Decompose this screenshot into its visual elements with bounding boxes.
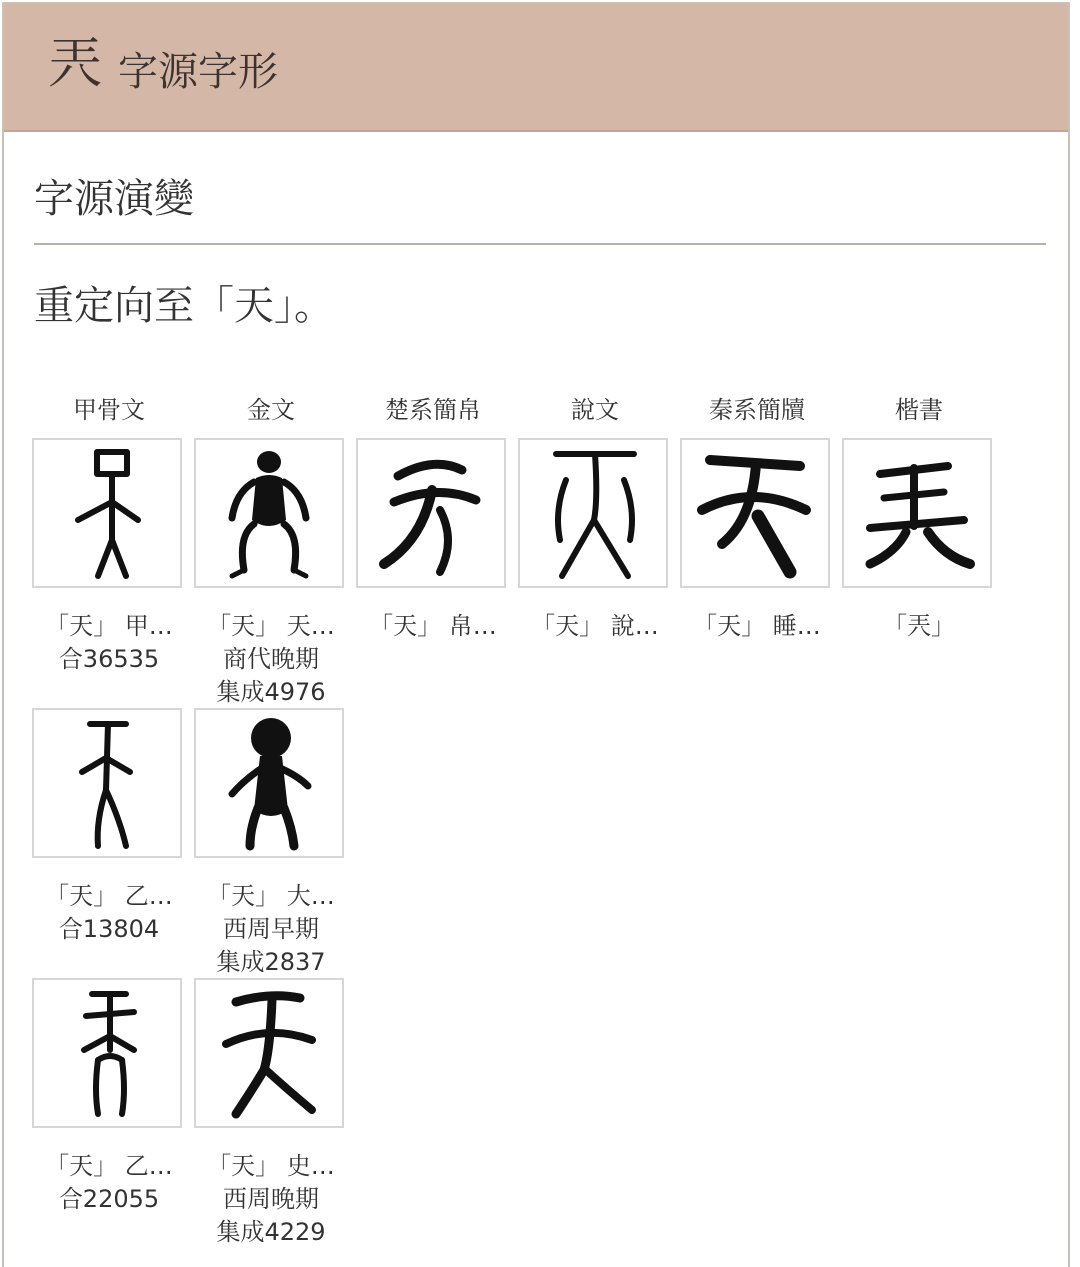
caption-line: 「天」 甲… [45, 612, 173, 640]
caption-line: 「天」 史… [207, 1152, 335, 1180]
oracle-bone-glyph-icon [34, 710, 180, 856]
oracle-bone-glyph-icon [34, 980, 180, 1126]
caption-line: 「天」 乙… [45, 882, 173, 910]
column-label-jinwen: 金文 [247, 396, 295, 424]
caption-line: 「兲」 [883, 612, 955, 640]
bronze-glyph-icon [196, 440, 342, 586]
glyph-caption [196, 1150, 346, 1249]
column-label-kaishu: 楷書 [895, 396, 943, 424]
glyph-caption [844, 610, 994, 643]
column-label-jiaguwen: 甲骨文 [73, 396, 145, 424]
column-label-qinxi: 秦系簡牘 [709, 396, 805, 424]
caption-line: 「天」 天… [207, 612, 335, 640]
caption-line: 合22055 [58, 1185, 160, 1213]
oracle-bone-glyph-icon [34, 440, 180, 586]
glyph-caption [196, 880, 346, 979]
regular-script-glyph-icon [844, 440, 990, 586]
page-header [4, 4, 1068, 132]
glyph-tile[interactable] [356, 438, 506, 588]
glyph-caption [682, 610, 832, 643]
glyph-caption [196, 610, 346, 709]
caption-line: 「天」 大… [207, 882, 335, 910]
header-title: 字源字形 [118, 49, 278, 95]
section-title: 字源演變 [34, 176, 194, 222]
glyph-caption [520, 610, 670, 643]
column-label-chuxi: 楚系簡帛 [385, 396, 481, 424]
glyph-tile[interactable] [194, 708, 344, 858]
redirect-notice: 重定向至「天」。 [34, 283, 334, 329]
caption-line: 合13804 [58, 915, 160, 943]
caption-line: 商代晚期 [223, 645, 319, 673]
glyph-tile[interactable] [518, 438, 668, 588]
caption-line: 西周早期 [223, 915, 319, 943]
caption-line: 「天」 說… [531, 612, 659, 640]
chu-bamboo-glyph-icon [358, 440, 504, 586]
bronze-glyph-icon [196, 980, 342, 1126]
caption-line: 「天」 睡… [693, 612, 821, 640]
glyph-tile[interactable] [32, 708, 182, 858]
glyph-tile[interactable] [194, 438, 344, 588]
caption-line: 西周晚期 [223, 1185, 319, 1213]
caption-line: 合36535 [58, 645, 160, 673]
glyph-caption [34, 1150, 184, 1216]
glyph-tile[interactable] [32, 978, 182, 1128]
section-divider [34, 243, 1046, 245]
header-character: 兲 [48, 32, 102, 95]
page-frame [2, 2, 1070, 1267]
caption-line: 集成4976 [216, 678, 326, 706]
bronze-glyph-icon [196, 710, 342, 856]
caption-line: 「天」 帛… [369, 612, 497, 640]
glyph-tile[interactable] [194, 978, 344, 1128]
glyph-caption [34, 880, 184, 946]
glyph-caption [34, 610, 184, 676]
caption-line: 集成2837 [216, 948, 326, 976]
glyph-tile[interactable] [32, 438, 182, 588]
caption-line: 集成4229 [216, 1218, 326, 1246]
caption-line: 「天」 乙… [45, 1152, 173, 1180]
qin-bamboo-glyph-icon [682, 440, 828, 586]
glyph-caption [358, 610, 508, 643]
glyph-tile[interactable] [680, 438, 830, 588]
column-label-shuowen: 說文 [571, 396, 619, 424]
glyph-tile[interactable] [842, 438, 992, 588]
shuowen-seal-glyph-icon [520, 440, 666, 586]
